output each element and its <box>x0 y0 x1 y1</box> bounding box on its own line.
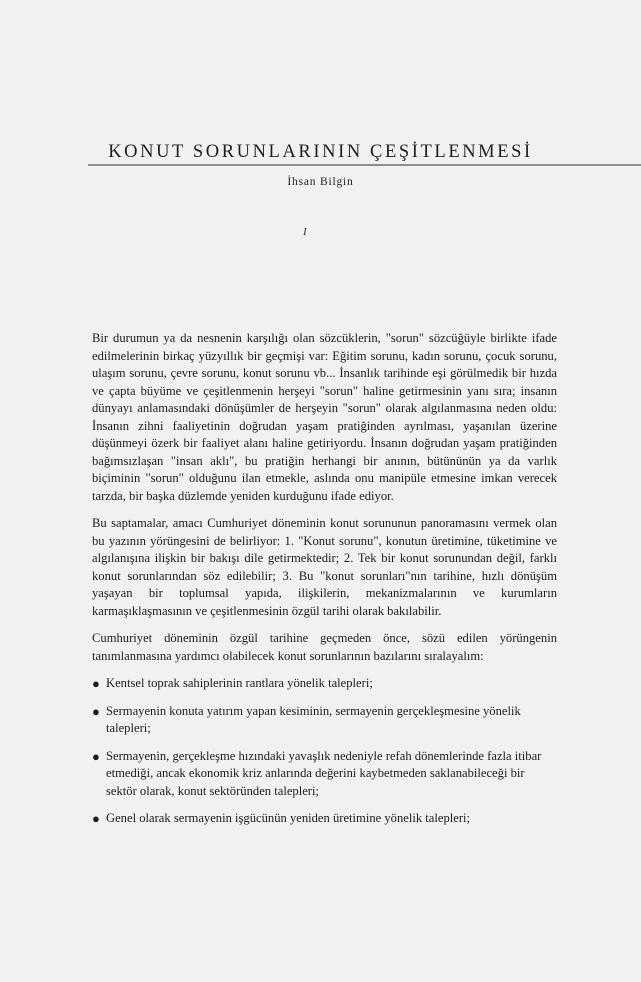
list-item <box>92 748 557 801</box>
paragraph-2: Bu saptamalar, amacı Cumhuriyet döneminin konut sorununun panoramasını vermek olan bu yazının yörüngesini de belirliyor: 1. "Konut sorunu", konutun üretimine, tüketimine ve algılanışına ilişkin bir bakışı dile getirmektedir; 2. Tek bir konut sorunundan değil, farklı konut sorunlarından söz edilebilir; 3. Bu "konut sorunları"nın tarihine, hızlı dönüşüm yaşayan bir toplumsal yapıda, ilişkilerin, mekanizmalarının ve kurumların karmaşıklaşmasının ve çeşitlenmesinin özgül tarihi olarak bakılabilir. <box>92 516 557 618</box>
bullet-icon: ● <box>92 703 100 719</box>
bullet-icon: ● <box>92 676 100 691</box>
author-name: İhsan Bilgin <box>287 176 354 188</box>
list-item <box>92 675 557 693</box>
list-item <box>92 703 557 738</box>
bullet-list <box>92 675 557 828</box>
list-item-text: Kentsel toprak sahiplerinin rantlara yönelik talepleri; <box>106 676 373 690</box>
article-body <box>92 330 557 838</box>
paragraph-3: Cumhuriyet döneminin özgül tarihine geçmeden önce, sözü edilen yörüngenin tanımlanmasına yardımcı olabilecek konut sorunlarının bazılarını sıralayalım: <box>92 631 557 663</box>
page-title: KONUT SORUNLARININ ÇEŞİTLENMESİ <box>108 142 533 162</box>
list-item-text: Genel olarak sermayenin işgücünün yeniden üretimine yönelik talepleri; <box>106 811 471 825</box>
list-item-text: Sermayenin konuta yatırım yapan kesiminin, sermayenin gerçekleşmesine yönelik talepleri; <box>106 703 521 735</box>
list-item-text: Sermayenin, gerçekleşme hızındaki yavaşlık nedeniyle refah dönemlerinde fazla itibar etmediği, ancak ekonomik kriz anlarında değerini kaybetmeden saklanabileceği bir sektör olarak, konut sektöründen talepleri; <box>106 748 542 798</box>
bullet-icon: ● <box>92 811 100 826</box>
list-item <box>92 810 557 828</box>
title-rule <box>88 164 641 166</box>
bullet-icon: ● <box>92 748 100 764</box>
section-number: I <box>303 226 307 238</box>
paragraph-1: Bir durumun ya da nesnenin karşılığı olan sözcüklerin, "sorun" sözcüğüyle birlikte ifade edilmelerinin birkaç yüzyıllık bir geçmişi var: Eğitim sorunu, kadın sorunu, çocuk sorunu, ulaşım sorunu, çevre sorunu, konut sorunu vb... İnsanlık tarihinde eşi görülmedik bir hızda ve çapta büyüme ve çeşitlenmenin herşeyi "sorun" haline getirmesinin yanı sıra; insanın dünyayı anlamasındaki dönüşümler de herşeyin "sorun" olarak algılanmasına neden oldu: İnsanın zihni faaliyetinin doğrudan yaşam pratiğinden ayrılması, yaşanılan üzerine düşünmeyi özerk bir faaliyet alanı haline getiriyordu. İnsanın doğrudan yaşam pratiğinden bağımsızlaşan "insan aklı", bu pratiğin herhangi bir anının, bütününün ya da varlık biçiminin "sorun" olduğunu ilan etmekle, aslında onu manipüle etmesine imkan verecek tarzda, bir başka düzlemde yeniden kurduğunu ifade ediyor. <box>92 331 557 503</box>
